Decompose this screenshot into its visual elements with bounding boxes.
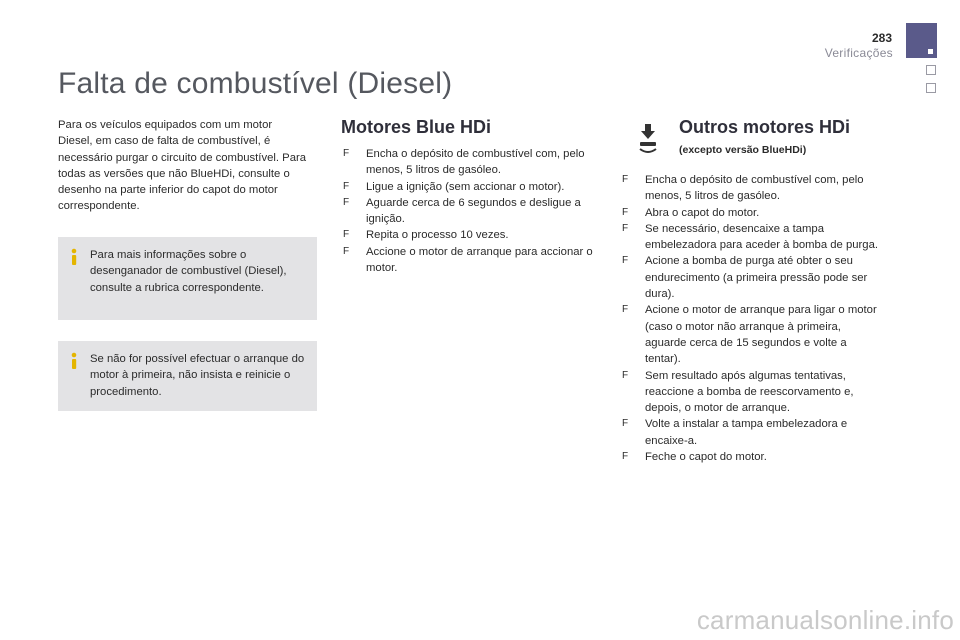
- list-item: [620, 205, 885, 221]
- section-tab-box[interactable]: [926, 65, 936, 75]
- step-text: Repita o processo 10 vezes.: [366, 229, 509, 242]
- list-item: [341, 195, 606, 228]
- list-item: [341, 227, 606, 243]
- list-item: [341, 179, 606, 195]
- checkbox-glyph-icon: F: [343, 245, 350, 257]
- checkbox-glyph-icon: F: [622, 418, 629, 430]
- list-item: [341, 146, 606, 179]
- list-item: [620, 221, 885, 254]
- list-item: [620, 253, 885, 302]
- section-tab-box[interactable]: [926, 83, 936, 93]
- checkbox-glyph-icon: F: [343, 148, 350, 159]
- page-number: 283: [871, 31, 892, 45]
- list-item: [620, 302, 885, 367]
- step-text: Abra o capot do motor.: [645, 206, 760, 219]
- watermark: carmanualsonline.info: [696, 605, 954, 635]
- section-name: Verificações: [824, 46, 893, 60]
- bluehdi-heading: Motores Blue HDi: [341, 117, 492, 137]
- list-item: [620, 449, 885, 465]
- checkbox-glyph-icon: F: [343, 229, 350, 241]
- step-text: Acione o motor de arranque para ligar o motor (caso o motor não arranque à primeira, aguarde cerca de 15 segundos e volte a tentar).: [645, 304, 877, 366]
- info-icon: [67, 248, 81, 266]
- intro-paragraph: Para os veículos equipados com um motor Diesel, em caso de falta de combustível, é necessário purgar o circuito de combustível. Para todas as versões que não BlueHDi, consulte o desenho na parte inferior do capot do motor correspondente.: [58, 119, 307, 213]
- checkbox-glyph-icon: F: [622, 451, 629, 463]
- info-box-text: Se não for possível efectuar o arranque do motor à primeira, não insista e reinicie o procedimento.: [90, 353, 305, 398]
- checkbox-glyph-icon: F: [622, 255, 629, 267]
- info-box: [58, 237, 317, 320]
- info-box: [58, 341, 317, 411]
- section-tab-active[interactable]: [906, 23, 937, 58]
- step-text: Accione o motor de arranque para accionar o motor.: [366, 245, 593, 275]
- bluehdi-section: [341, 117, 606, 276]
- step-text: Encha o depósito de combustível com, pelo menos, 5 litros de gasóleo.: [645, 174, 864, 203]
- step-text: Volte a instalar a tampa embelezadora e encaixe-a.: [645, 418, 848, 447]
- page-title: Falta de combustível (Diesel): [58, 67, 453, 100]
- step-text: Ligue a ignição (sem accionar o motor).: [366, 180, 565, 193]
- info-icon: [67, 352, 81, 370]
- checkbox-glyph-icon: F: [622, 304, 629, 316]
- other-hdi-subheading: (excepto versão BlueHDi): [679, 144, 807, 156]
- other-hdi-heading: Outros motores HDi: [679, 117, 851, 137]
- step-text: Feche o capot do motor.: [645, 451, 767, 464]
- step-text: Encha o depósito de combustível com, pelo menos, 5 litros de gasóleo.: [366, 148, 585, 177]
- info-box-text: Para mais informações sobre o desenganador de combustível (Diesel), consulte a rubrica correspondente.: [90, 249, 287, 294]
- step-text: Sem resultado após algumas tentativas, reaccione a bomba de reescorvamento e, depois, o motor de arranque.: [645, 369, 854, 415]
- tab-dot: [928, 49, 933, 54]
- step-text: Se necessário, desencaixe a tampa embelezadora para aceder à bomba de purga.: [645, 222, 878, 252]
- step-text: Aguarde cerca de 6 segundos e desligue a ignição.: [366, 196, 581, 226]
- checkbox-glyph-icon: F: [622, 206, 629, 218]
- list-item: [620, 172, 885, 205]
- list-item: [620, 368, 885, 417]
- checkbox-glyph-icon: F: [622, 222, 629, 234]
- checkbox-glyph-icon: F: [343, 196, 350, 208]
- list-item: [620, 416, 885, 449]
- checkbox-glyph-icon: F: [622, 369, 629, 381]
- other-hdi-steps: [620, 172, 885, 465]
- list-item: [341, 244, 606, 277]
- bluehdi-steps: [341, 146, 606, 276]
- checkbox-glyph-icon: F: [622, 174, 629, 185]
- fuel-pump-icon: [636, 122, 660, 156]
- checkbox-glyph-icon: F: [343, 180, 350, 192]
- step-text: Acione a bomba de purga até obter o seu endurecimento (a primeira pressão pode ser dura).: [645, 255, 868, 301]
